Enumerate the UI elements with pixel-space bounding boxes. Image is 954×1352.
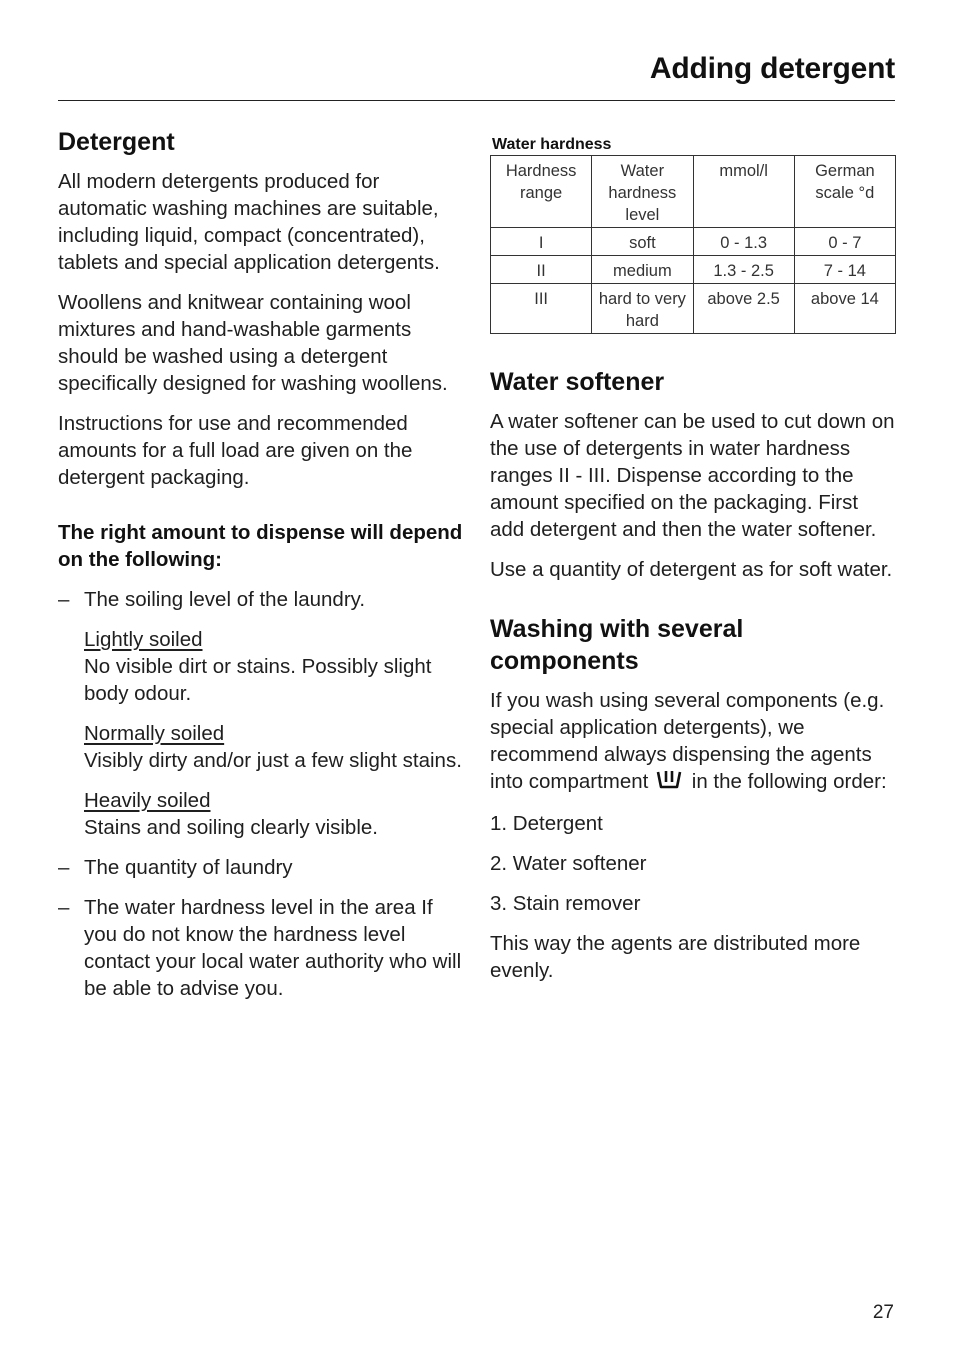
table-cell: I	[491, 228, 592, 256]
soiling-level-name: Lightly soiled	[84, 628, 203, 651]
table-cell: 1.3 - 2.5	[693, 256, 794, 284]
table-cell: medium	[592, 256, 693, 284]
page-number: 27	[872, 1302, 894, 1323]
table-cell: 0 - 7	[794, 228, 895, 256]
table-header-cell: mmol/l	[693, 156, 794, 228]
water-softener-paragraph-1: A water softener can be used to cut down on the use of detergents in water hardness ranges II - III. Dispense according to the amount specified on the packaging. First add detergent and then the water softener.	[490, 410, 895, 541]
dispense-subheading: The right amount to dispense will depend on the following:	[58, 521, 463, 571]
detergent-paragraph-2: Woollens and knitwear containing wool mixtures and hand-washable garments should be washed using a detergent specifically designed for washing woollens.	[58, 291, 448, 395]
intro-text-before: If you wash using several components (e.g. special application detergents), we recommend always dispensing the agents into compartment	[490, 689, 885, 793]
intro-text-after: in the following order:	[691, 770, 887, 793]
dispense-factor-hardness	[58, 894, 468, 1002]
dispense-factor-soiling	[58, 586, 468, 613]
soiling-level-description: No visible dirt or stains. Possibly slight body odour.	[84, 655, 432, 705]
main-wash-compartment-icon	[656, 770, 682, 797]
several-components-intro	[490, 687, 896, 797]
table-cell: 0 - 1.3	[693, 228, 794, 256]
water-hardness-table	[490, 155, 896, 334]
soiling-level-heavy	[58, 787, 468, 841]
right-column	[490, 136, 896, 997]
table-header-cell: Water hardness level	[592, 156, 693, 228]
table-header-row	[491, 156, 896, 228]
table-row	[491, 256, 896, 284]
detergent-paragraph-3: Instructions for use and recommended amounts for a full load are given on the detergent packaging.	[58, 412, 413, 489]
water-softener-paragraph-2: Use a quantity of detergent as for soft water.	[490, 558, 893, 581]
left-column	[58, 126, 468, 1015]
dash-bullet: –	[58, 588, 70, 611]
dash-bullet: –	[58, 896, 70, 919]
table-cell: above 2.5	[693, 284, 794, 334]
soiling-level-normal	[58, 720, 468, 774]
dispense-factor-quantity	[58, 854, 468, 881]
table-cell: soft	[592, 228, 693, 256]
detergent-heading: Detergent	[58, 128, 175, 156]
detergent-paragraph-1: All modern detergents produced for automatic washing machines are suitable, including liquid, compact (concentrated), tablets and special application detergents.	[58, 170, 440, 274]
table-cell: 7 - 14	[794, 256, 895, 284]
dispense-factor-text: The water hardness level in the area If you do not know the hardness level contact your local water authority who will be able to advise you.	[84, 896, 462, 1000]
soiling-level-name: Normally soiled	[84, 722, 225, 745]
dash-bullet: –	[58, 856, 70, 879]
table-cell: above 14	[794, 284, 895, 334]
hardness-table-caption: Water hardness	[492, 136, 612, 153]
dispense-factor-text: The quantity of laundry	[84, 856, 293, 879]
soiling-level-name: Heavily soiled	[84, 789, 211, 812]
page-title: Adding detergent	[649, 52, 895, 85]
header-rule	[58, 100, 895, 101]
component-order-item: 3. Stain remover	[490, 892, 641, 915]
soiling-level-description: Visibly dirty and/or just a few slight stains.	[84, 749, 462, 772]
table-cell: III	[491, 284, 592, 334]
table-row	[491, 284, 896, 334]
table-row	[491, 228, 896, 256]
table-cell: II	[491, 256, 592, 284]
component-order-item: 2. Water softener	[490, 852, 647, 875]
several-components-closing: This way the agents are distributed more evenly.	[490, 932, 861, 982]
table-header-cell: Hardness range	[491, 156, 592, 228]
table-header-cell: German scale °d	[794, 156, 895, 228]
water-softener-heading: Water softener	[490, 368, 665, 396]
soiling-level-description: Stains and soiling clearly visible.	[84, 816, 378, 839]
several-components-heading: Washing with several components	[490, 615, 744, 675]
soiling-level-light	[58, 626, 468, 707]
component-order-item: 1. Detergent	[490, 812, 603, 835]
table-cell: hard to very hard	[592, 284, 693, 334]
dispense-factor-text: The soiling level of the laundry.	[84, 588, 366, 611]
